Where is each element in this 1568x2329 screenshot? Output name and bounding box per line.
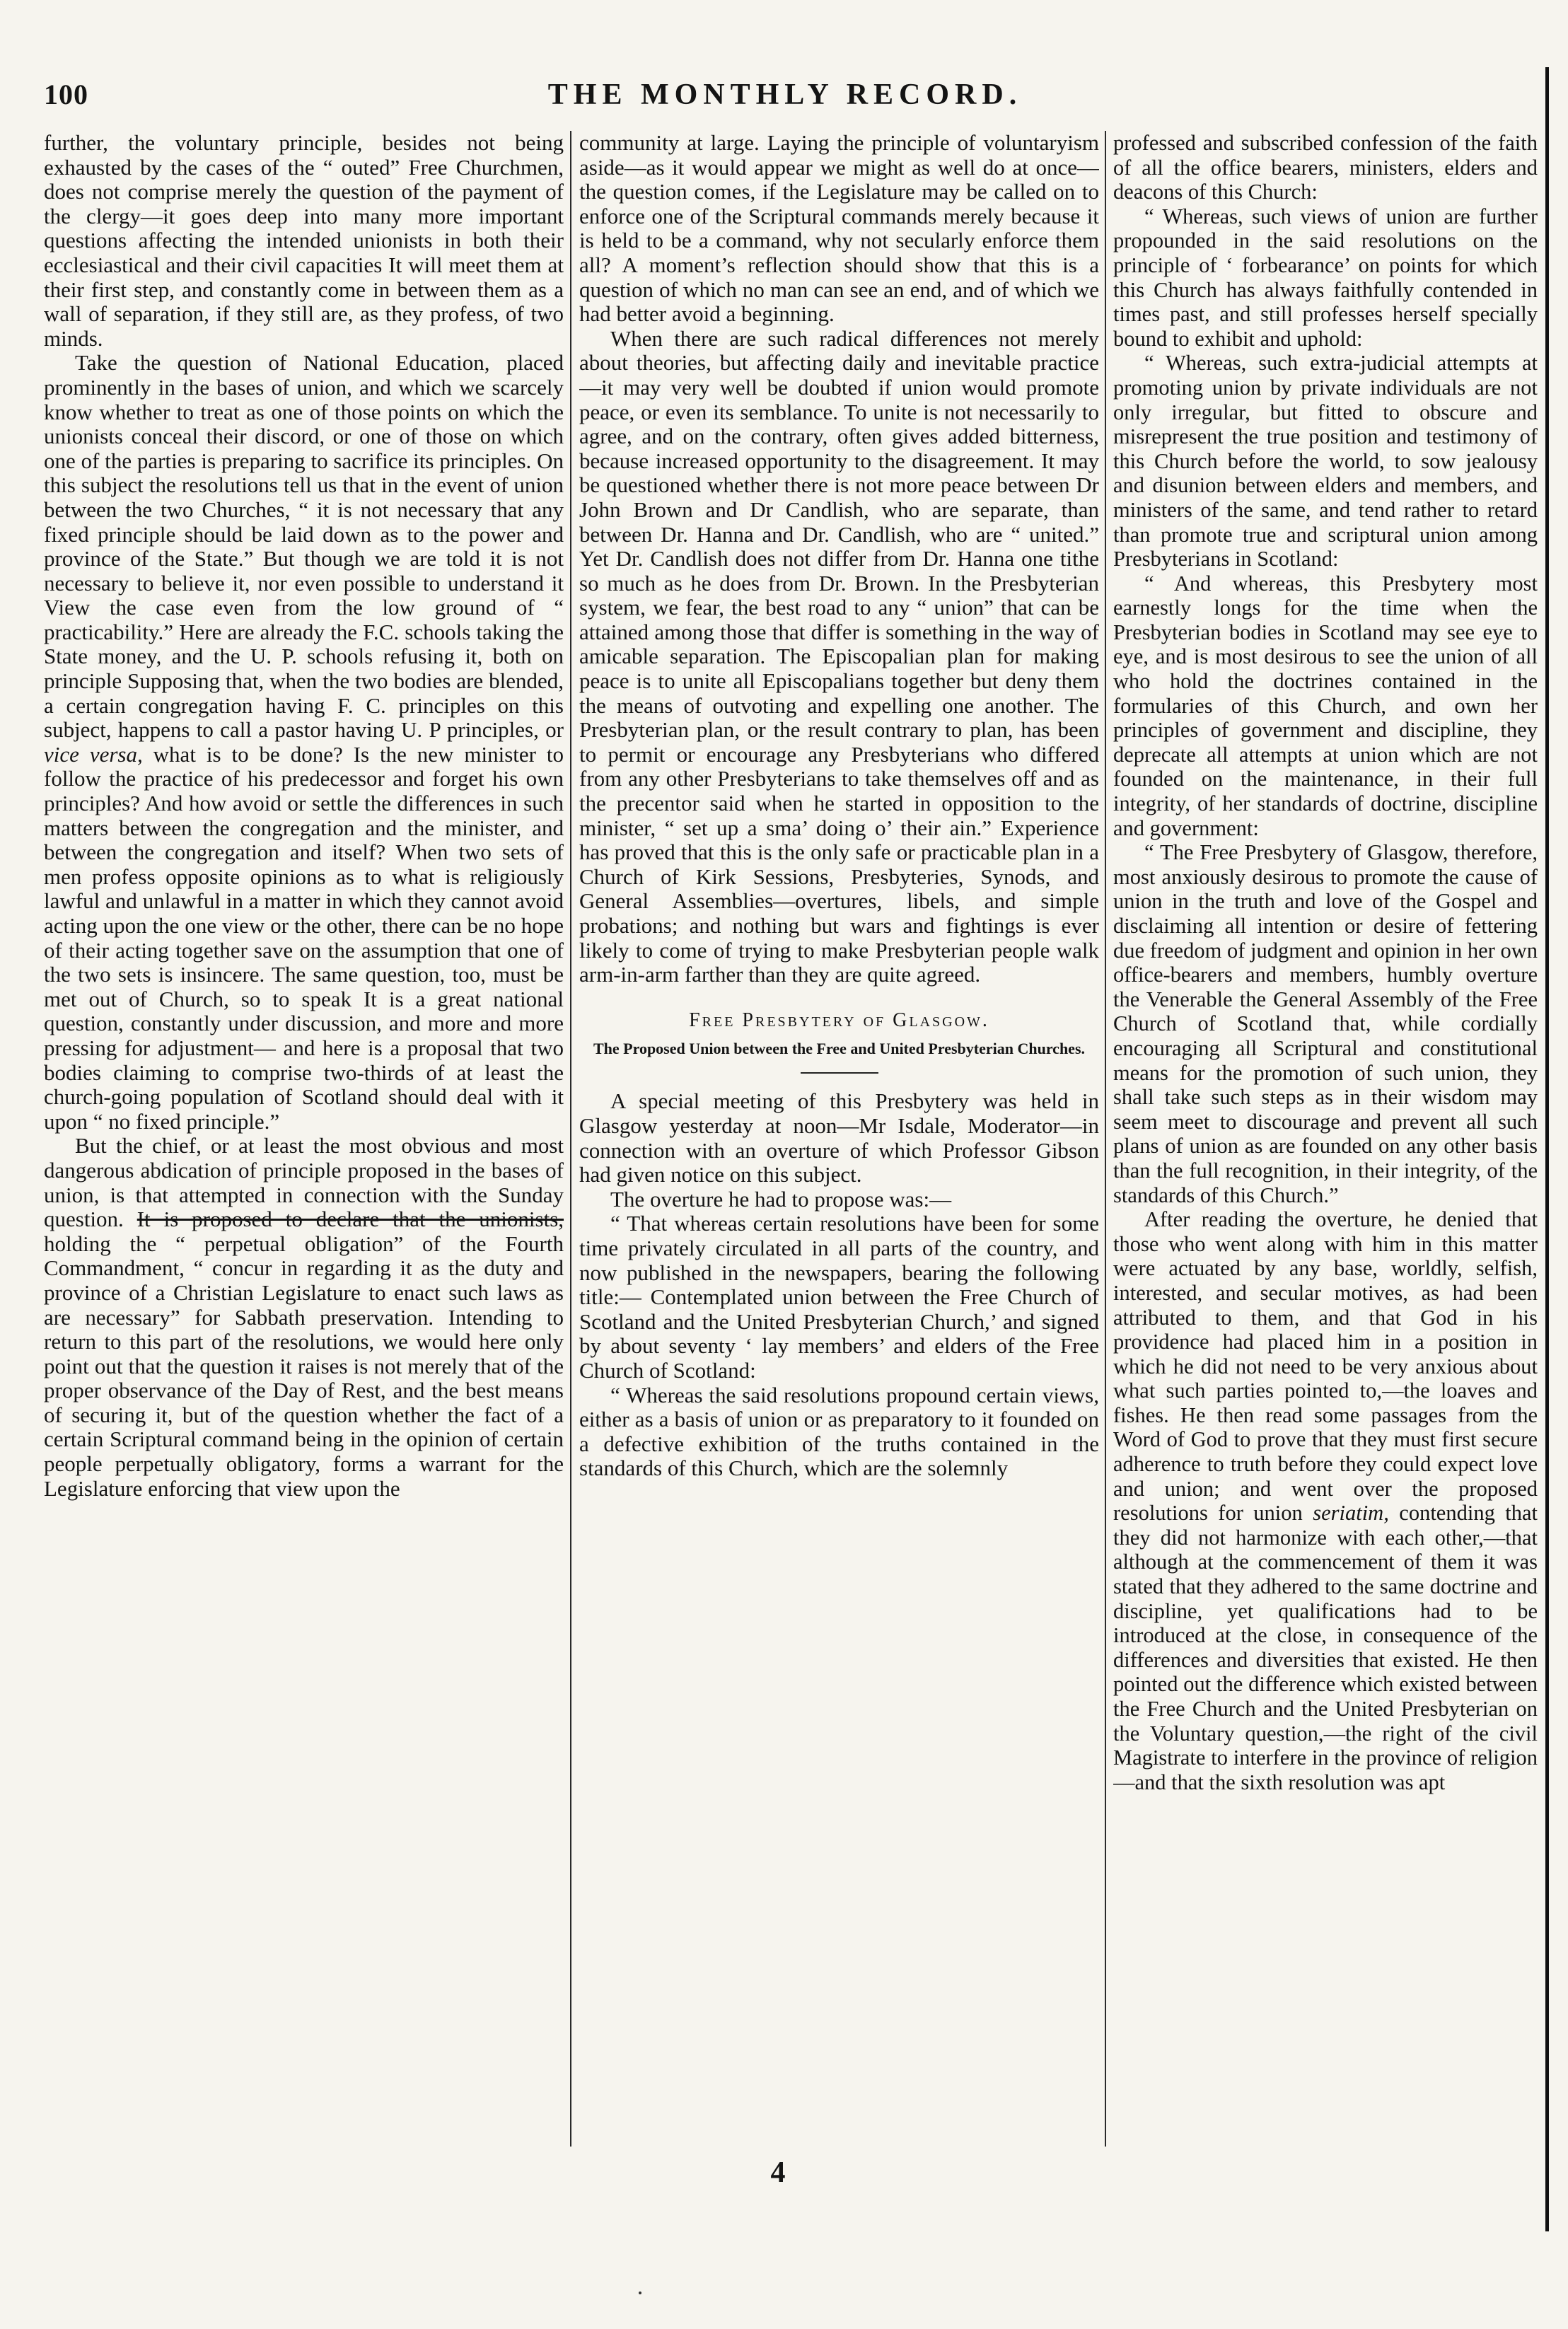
paragraph: “ The Free Presbytery of Glasgow, therefore, most anxiously desirous to promote the cause of union in the truth and love of the Gospel and disclaiming all intention or desire of fettering due freedom of judgment and opinion in her own office-bearers and members, humbly overture the Venerable the General Assembly of the Free Church of Scotland that, while cordially encouraging all Scriptural and constitutional means for the promotion of such union, they shall take such steps as in their wisdom may seem meet to discourage and prevent all such plans of union as are founded on any other basis than the full recognition, in their integrity, of the standards of this Church.” <box>1113 840 1538 1207</box>
paragraph <box>44 1134 564 1501</box>
paragraph: “ Whereas, such views of union are further propounded in the said resolutions on the principle of ‘ forbearance’ on points for which this Church has always faithfully contended in times past, and still professes herself specially bound to exhibit and uphold: <box>1113 204 1538 351</box>
page-edge-rule <box>1545 67 1549 2231</box>
journal-title: THE MONTHLY RECORD. <box>547 79 1023 111</box>
paragraph: further, the voluntary principle, besides not being exhausted by the cases of the “ outed” Free Churchmen, does not comprise merely the question of the payment of the clergy—it goes deep into many more important questions affecting the intended unionists in both their ecclesiastical and their civil capacities It will meet them at their first step, and constantly come in between them as a wall of separation, if they still are, as they profess, of two minds. <box>44 131 564 351</box>
section-heading: Free Presbytery of Glasgow. <box>689 1009 989 1031</box>
paragraph <box>1113 1207 1538 1794</box>
column-1 <box>44 131 564 2150</box>
paragraph: A special meeting of this Presbytery was held in Glasgow yesterday at noon—Mr Isdale, Moderator—in connection with an overture of which Professor Gibson had given notice on this subject. <box>579 1088 1099 1187</box>
ink-speck <box>639 2292 641 2294</box>
italic-text: vice versa, <box>44 741 143 767</box>
column-2 <box>579 131 1099 2150</box>
signature-mark: 4 <box>770 2156 786 2189</box>
paragraph-text: holding the “ perpetual obligation” of the Fourth Commandment, “ concur in regarding it as the duty and province of a Christian Legislature to enact such laws as are necessary” for Sabbath preservation. Intending to return to this part of the resolutions, we would here only point out that the question it raises is not merely that of the proper observance of the Day of Rest, and the best means of securing it, but of the question whether the fact of a certain Scriptural command being in the opinion of certain people perpetually obligatory, forms a warrant for the Legislature enforcing that view upon the <box>44 1231 564 1501</box>
paragraph-text: After reading the overture, he denied that those who went along with him in this matter were actuated by any base, worldly, selfish, interested, and secular motives, as had been attributed to them, and that God in his providence had placed him in a position in which he did not need to be very anxious about what such parties pointed to,—the loaves and fishes. He then read some passages from the Word of God to prove that they must first secure adherence to truth before they could expect love and union; and went over the proposed resolutions for union <box>1113 1207 1538 1526</box>
paragraph: “ That whereas certain resolutions have been for some time privately circulated in all parts of the country, and now published in the newspapers, bearing the following title:— Contemplated union between the Free Church of Scotland and the United Presbyterian Church,’ and signed by about seventy ‘ lay members’ and elders of the Free Church of Scotland: <box>579 1211 1099 1383</box>
paragraph-text: what is to be done? Is the new minister to follow the practice of his predecessor and forget his own principles? And how avoid or settle the differences in such matters between the congregation and the minister, and between the congregation and itself? When two sets of men profess opposite opinions as to what is religiously lawful and unlawful in a matter in which they cannot avoid acting upon the one view or the other, there can be no hope of their acting together save on the assumption that one of the two sets is insincere. The same question, too, must be met out of Church, so to speak It is a great national question, constantly under discussion, and more and more pressing for adjustment— and here is a proposal that two bodies claiming to comprise two-thirds of at least the church-going population of Scotland should deal with it upon “ no fixed principle.” <box>44 741 564 1134</box>
paragraph: “ Whereas, such extra-judicial attempts at promoting union by private individuals are not only irregular, but fitted to obscure and misrepresent the true position and testimony of this Church before the world, to sow jealousy and disunion between elders and members, and ministers of the same, and tend rather to retard than promote true and scriptural union among Presbyterians in Scotland: <box>1113 351 1538 571</box>
paragraph: The overture he had to propose was:— <box>610 1186 952 1212</box>
paragraph: community at large. Laying the principle of voluntaryism aside—as it would appear we might as well do at once—the question comes, if the Legislature may be called on to enforce one of the Scriptural commands merely because it is held to be a command, why not secularly enforce them all? A moment’s reflection should show that this is a question of which no man can see an end, and of which we had better avoid a beginning. <box>579 131 1099 327</box>
paragraph: “ Whereas the said resolutions propound certain views, either as a basis of union or as preparatory to it founded on a defective exhibition of the truths contained in the standards of this Church, which are the solemnly <box>579 1382 1099 1481</box>
italic-text: seriatim, <box>1313 1501 1389 1526</box>
paragraph: professed and subscribed confession of the faith of all the office bearers, ministers, elders and deacons of this Church: <box>1113 131 1538 204</box>
struck-text: It is proposed to declare that the unionists, <box>137 1207 564 1232</box>
article-columns <box>44 131 1540 2150</box>
paragraph: When there are such radical differences not merely about theories, but affecting daily and inevitable practice—it may very well be doubted if union would promote peace, or even its semblance. To unite is not necessarily to agree, and on the contrary, often gives added bitterness, because increased opportunity to the disagreement. It may be questioned whether there is not more peace between Dr John Brown and Dr Candlish, who are separate, than between Dr. Hanna and Dr. Candlish, who are “ united.” Yet Dr. Candlish does not differ from Dr. Hanna one tithe so much as he does from Dr. Brown. In the Presbyterian system, we fear, the best road to any “ union” that can be attained among those that differ is something in the way of amicable separation. The Episcopalian plan for making peace is to unite all Episcopalians together but deny them the means of outvoting and expelling one another. The Presbyterian plan, or the result contrary to plan, has been to permit or encourage any Presbyterians who differed from any other Presbyterians to take themselves off and as the precentor said when he started in opposition to the minister, “ set up a sma’ doing o’ their ain.” Experience has proved that this is the only safe or practicable plan in a Church of Kirk Sessions, Presbyteries, Synods, and General Assemblies—overtures, libels, and simple probations; and nothing but wars and fightings is ever likely to come of trying to make Presbyterian people walk arm-in-arm farther than they are quite agreed. <box>579 325 1099 987</box>
paragraph-text: But the chief, or at least the most obvious and most dangerous abdication of principle proposed in the bases of union, is that attempted in connection with the Sunday question. <box>44 1133 564 1232</box>
short-divider <box>801 1072 878 1074</box>
paragraph-text: Take the question of National Education, placed prominently in the bases of union, and which we scarcely know whether to treat as one of those points on which the unionists conceal their discord, or one of those on which one of the parties is preparing to sacrifice its principles. On this subject the resolutions tell us that in the event of union between the two Churches, “ it is not necessary that any fixed principle should be laid down as to the power and province of the State.” But though we are told it is not necessary to believe it, nor even possible to understand it View the case even from the low ground of “ practicability.” Here are already the F.C. schools taking the State money, and the U. P. schools refusing it, both on principle Supposing that, when the two bodies are blended, a certain congregation having F. C. principles on this subject, happens to call a pastor having U. P principles, or <box>44 350 564 743</box>
paragraph: “ And whereas, this Presbytery most earnestly longs for the time when the Presbyterian bodies in Scotland may see eye to eye, and is most desirous to see the union of all who hold the doctrines contained in the formularies of this Church, and own her principles of government and discipline, they deprecate all attempts at union which are not founded on the maintenance, in their full integrity, of her standards of doctrine, discipline and government: <box>1113 571 1538 840</box>
paragraph <box>44 351 564 1134</box>
section-subheading: The Proposed Union between the Free and United Presbyterian Churches. <box>593 1040 1086 1058</box>
paragraph-text: contending that they did not harmonize with each other,—that although at the commencement of them it was stated that they adhered to the same doctrine and discipline, yet qualifications had to be introduced at the close, in consequence of the differences and diversities that existed. He then pointed out the difference which existed between the Free Church and the United Presbyterian on the Voluntary question,—the right of the civil Magistrate to interfere in the province of religion—and that the sixth resolution was apt <box>1113 1501 1538 1794</box>
page-number: 100 <box>44 79 88 110</box>
page-header <box>42 78 1528 120</box>
column-3 <box>1113 131 1538 2150</box>
